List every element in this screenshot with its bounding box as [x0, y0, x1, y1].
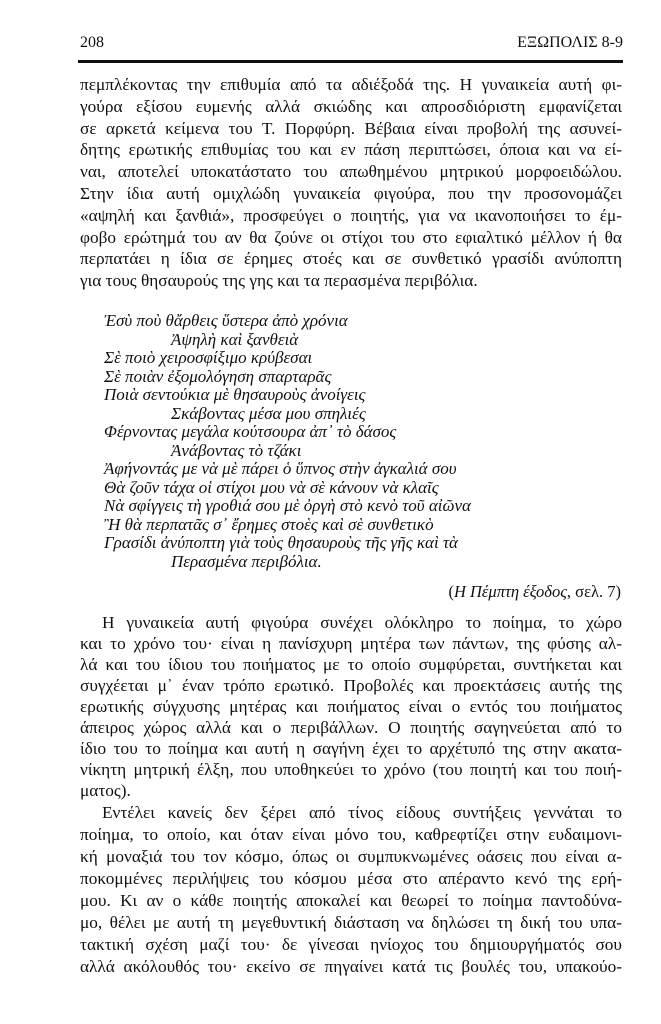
text-line: για τους θησαυρούς της γης και τα περασμένα περιβόλια.: [80, 271, 478, 291]
text-line: νίκητη μητρική έλξη, που υποθηκεύει το χρόνο (του ποιητή και του ποιή-: [80, 760, 622, 779]
text-line: άπειρος χώρος αλλά και ο περιβάλλων. Ο ποιητής σαγηνεύεται από το: [80, 718, 622, 737]
text-line: ματος).: [80, 781, 131, 800]
poem-line: Σὲ ποιὸ χειροσφίξιμο κρύβεσαι: [104, 348, 313, 367]
text-line: ποκομμένες περιλήψεις του κόσμου μέσα στο απέραντο κενό της ερή-: [80, 869, 622, 888]
poem-line: Ἢ θὰ περπατᾶς σ᾽ ἔρημες στοὲς καὶ σὲ συνθετικὸ: [104, 514, 434, 534]
poem-line: Νὰ σφίγγεις τὴ γροθιά σου μὲ ὀργὴ στὸ κενὸ τοῦ αἰῶνα: [104, 496, 471, 515]
paragraph-2: [80, 612, 622, 801]
poem-line: Ἐσὺ ποὺ θἄρθεις ὕστερα ἀπὸ χρόνια: [104, 311, 348, 330]
poem-line: Φέρνοντας μεγάλα κούτσουρα ἀπ᾽ τὸ δάσος: [104, 422, 397, 441]
poem-line: Ἀψηλὴ καὶ ξανθειὰ: [171, 329, 299, 349]
text-line: ερωτικής σύγχυσης μητέρας και ποιήματος είναι ο εντός του ποιήματος: [80, 697, 622, 716]
poem-line: Περασμένα περιβόλια.: [171, 551, 322, 571]
citation-page: , σελ. 7): [566, 582, 621, 601]
poem-quotation: [104, 312, 624, 571]
text-line: γούρα εξίσου ευμενής αλλά σκιώδης και απροσδιόριστη εμφανίζεται: [80, 96, 622, 116]
poem-line: Θὰ ζοῦν τάχα οἱ στίχοι μου νὰ σὲ κάνουν νὰ κλαῖς: [104, 477, 439, 497]
text-line: μου. Κι αν ο κάθε ποιητής αποκαλεί και θεωρεί το ποίημα παντοδύνα-: [80, 891, 622, 910]
text-line: τακτική σχέση μαζί του· δε γίνεσαι ηνίοχος του δημιουργήματός σου: [80, 935, 622, 954]
text-line: αλλά ακόλουθός του· εκείνο σε πηγαίνει κατά τις βουλές του, υπακούο-: [80, 957, 622, 976]
text-line: περπατάει η ίδια σε έρημες στοές και σε συνθετικό γρασίδι ανύποπτη: [80, 249, 622, 269]
text-line: Εντέλει κανείς δεν ξέρει από τίνος είδους συντήξεις γεννάται το: [102, 803, 622, 822]
text-line: ναι, αποτελεί υποκατάστατο του απωθημένου μητρικού μορφοειδώλου.: [80, 162, 622, 182]
text-line: Στην ίδια αυτή ομιχλώδη γυναικεία φιγούρα, που την προσονομάζει: [80, 183, 622, 203]
text-line: σε αρκετά κείμενα του Τ. Πορφύρη. Βέβαια είναι προβολή της ασυνεί-: [80, 118, 622, 138]
page-number: 208: [80, 34, 104, 51]
text-line: ποίημα, το οποίο, και όταν είναι μόνο του, καθρεφτίζει στην ευδαιμονι-: [80, 825, 622, 844]
poem-line: Ἀφήνοντάς με νὰ μὲ πάρει ὁ ὕπνος στὴν ἀγκαλιά σου: [104, 459, 457, 478]
poem-line: Ποιὰ σεντούκια μὲ θησαυροὺς ἀνοίγεις: [104, 385, 366, 404]
citation-open: (: [448, 582, 454, 601]
text-line: Η γυναικεία αυτή φιγούρα συνέχει ολόκληρο το ποίημα, το χώρο: [102, 613, 622, 632]
poem-line: Γρασίδι ἀνύποπτη γιὰ τοὺς θησαυροὺς τῆς γῆς καὶ τὰ: [104, 533, 458, 552]
text-line: μο, θέλει με αυτή τη μεγεθυντική διάσταση να δηλώσει τη δική του υπα-: [80, 913, 622, 932]
text-line: λά και του ίδιου του ποιήματος με το οποίο συμφύρεται, συντήκεται και: [80, 655, 622, 674]
text-line: δητης ερωτικής επιθυμίας του και εν πάση περιπτώσει, όποια και να εί-: [80, 140, 622, 160]
text-line: ίδιο του το ποίημα και αυτή η σαγήνη έχει το αρχέτυπό της στην ακατα-: [80, 739, 622, 758]
text-line: «αψηλή και ξανθιά», προσφεύγει ο ποιητής, για να ικανοποιήσει το έμ-: [80, 205, 622, 225]
text-line: και το χρόνο του· είναι η πανίσχυρη μητέρα των πάντων, της φύσης αλ-: [80, 634, 622, 653]
poem-line: Ἀνάβοντας τὸ τζάκι: [171, 440, 302, 460]
paragraph-1: [80, 74, 622, 292]
text-line: συγχέεται μ᾽ έναν τρόπο ερωτικό. Προβολές και προεκτάσεις αυτής της: [80, 676, 622, 695]
text-line: πεμπλέκοντας την επιθυμία από τα αδιέξοδά της. Η γυναικεία αυτή φι-: [80, 75, 622, 94]
paragraph-3: [80, 802, 622, 978]
text-line: φοβο ερώτημά του αν θα ζούνε οι στίχοι του στο εφιαλτικό μέλλον ή θα: [80, 227, 622, 247]
running-header-journal: ΕΞΩΠΟΛΙΣ 8-9: [517, 34, 623, 51]
poem-citation: [448, 582, 621, 601]
poem-line: Σκάβοντας μέσα μου σπηλιές: [171, 403, 366, 423]
text-line: κή μοναξιά του τον κόσμο, όπως οι συμπυκνωμένες οάσεις που είναι α-: [80, 847, 622, 866]
citation-title: Η Πέμπτη έξοδος: [453, 582, 567, 601]
poem-line: Σὲ ποιὰν ἐξομολόγηση σπαρταρᾶς: [104, 366, 332, 386]
header-rule: [78, 60, 623, 63]
